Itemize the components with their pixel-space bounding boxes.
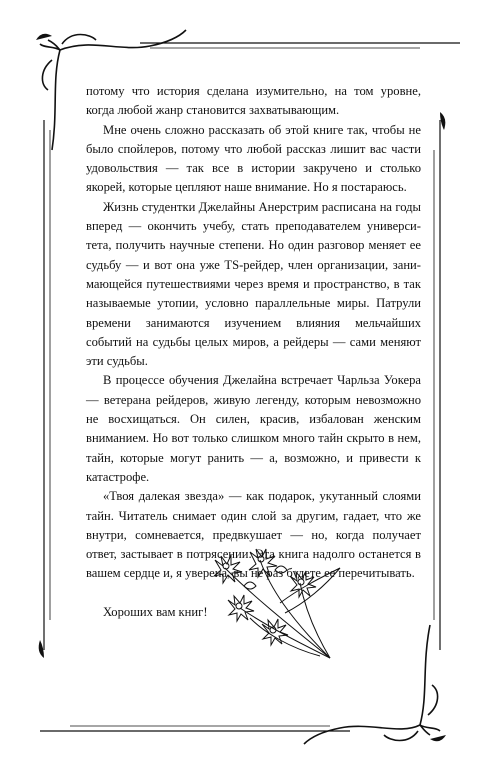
body-text bbox=[86, 82, 421, 622]
paragraph: потому что история сделана изумительно, на том уровне, когда любой жанр становится захватывающим. bbox=[86, 84, 421, 118]
paragraph: Жизнь студентки Джелайны Анерстрим расписана на годы вперед — окончить учебу, стать преподавателем университета, получить научные степени. Но один разговор меняет ее судьбу — и вот она уже TS-рейдер, член организации, занимающейся путешествиями через время и пространство, в так называемые утопии, условно параллельные миры. Патрули времени занимаются изучением влияния мельчайших событий на судьбы целых миров, а рейдеры — сами меняют эти судьбы. bbox=[86, 199, 421, 369]
closing-line: Хороших вам книг! bbox=[103, 604, 208, 619]
paragraph: Мне очень сложно рассказать об этой книге так, чтобы не было спойлеров, потому что любой рассказ лишит вас части удовольствия — так все в истории закручено и столько якорей, которые цепляют наше внимание. Но я постараюсь. bbox=[86, 122, 421, 195]
paragraph: «Твоя далекая звезда» — как подарок, укутанный слоями тайн. Читатель снимает один слой за другим, гадает, что же внутри, сомневается, предвкушает — но, когда получает ответ, застывает в потрясении. Эта книга надолго останется в вашем сердце и, я уверена, вы не раз будете ее перечитывать. bbox=[86, 489, 421, 581]
paragraph: В процессе обучения Джелайна встречает Чарльза Уокера — ветерана рейдеров, живую легенду, которым невозможно не восхищаться. Он силен, красив, избалован женским вниманием. Но вот только слишком много тайн скрыто в нем, тайн, которые могут ранить — а, возможно, и привести к катастрофе. bbox=[86, 373, 421, 484]
daffodil-illustration bbox=[180, 548, 355, 663]
